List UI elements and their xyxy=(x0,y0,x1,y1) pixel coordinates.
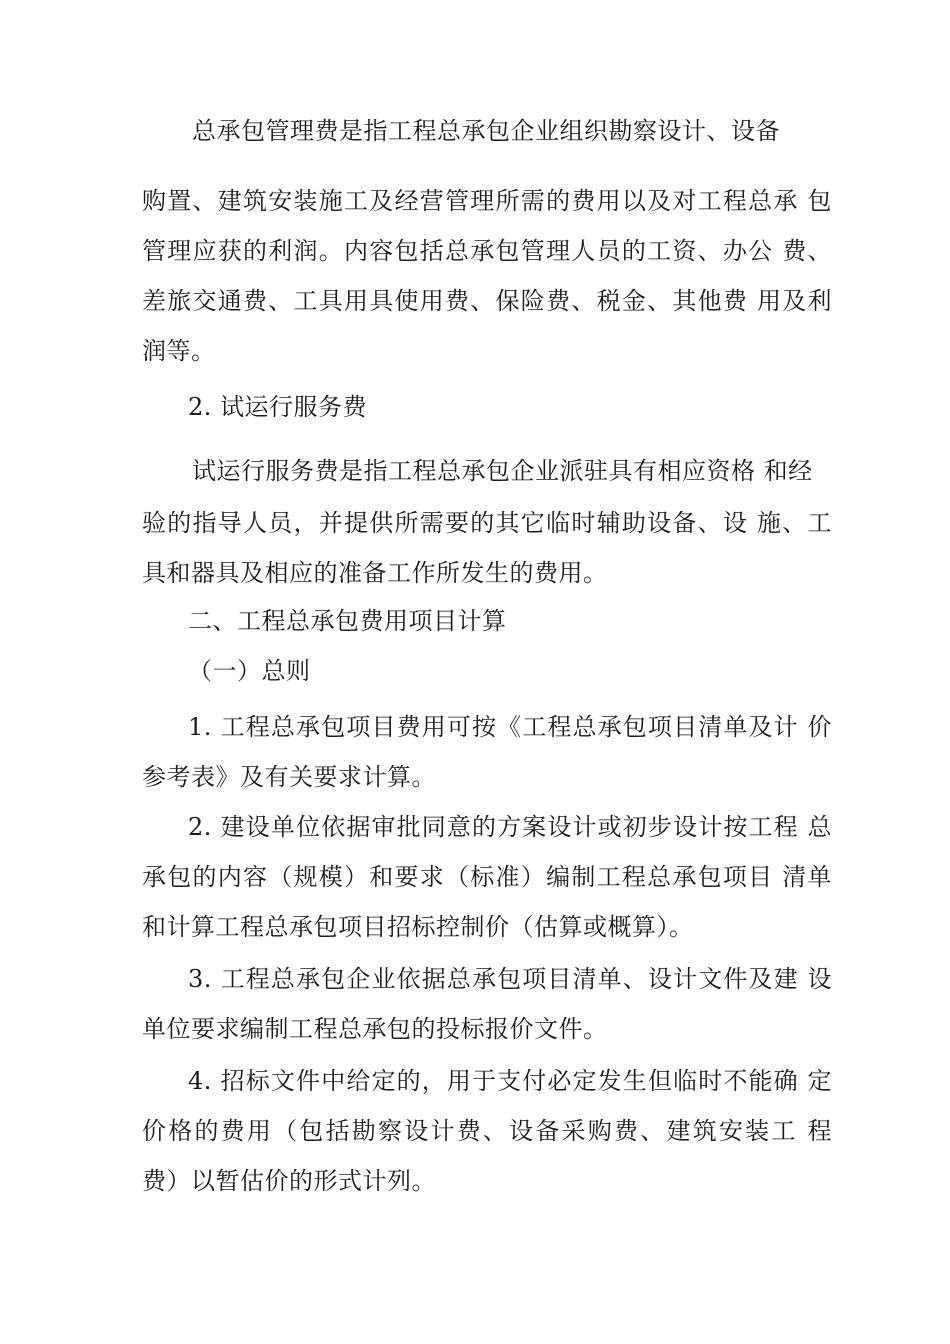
paragraph-line: 润等。 xyxy=(142,337,216,365)
paragraph-line: 购置、建筑安装施工及经营管理所需的费用以及对工程总承 包 xyxy=(142,187,832,215)
paragraph-line: 承包的内容（规模）和要求（标准）编制工程总承包项目 清单 xyxy=(142,863,832,891)
paragraph-line: 1. 工程总承包项目费用可按《工程总承包项目清单及计 价 xyxy=(188,713,832,741)
paragraph-line: 差旅交通费、工具用具使用费、保险费、税金、其他费 用及利 xyxy=(142,287,832,315)
paragraph-line: 费）以暂估价的形式计列。 xyxy=(142,1167,436,1195)
paragraph-line: 验的指导人员，并提供所需要的其它临时辅助设备、设 施、工 xyxy=(142,509,832,537)
paragraph-line: 总承包管理费是指工程总承包企业组织勘察设计、设备 xyxy=(192,117,780,145)
section-heading: 2. 试运行服务费 xyxy=(188,393,368,421)
paragraph-line: 价格的费用（包括勘察设计费、设备采购费、建筑安装工 程 xyxy=(142,1117,832,1145)
paragraph-line: 单位要求编制工程总承包的投标报价文件。 xyxy=(142,1015,608,1043)
paragraph-line: 试运行服务费是指工程总承包企业派驻具有相应资格 和经 xyxy=(192,457,813,485)
paragraph-line: 2. 建设单位依据审批同意的方案设计或初步设计按工程 总 xyxy=(188,813,832,841)
paragraph-line: 4. 招标文件中给定的，用于支付必定发生但临时不能确 定 xyxy=(188,1067,832,1095)
subsection-heading: （一）总则 xyxy=(188,657,311,685)
section-heading: 二、工程总承包费用项目计算 xyxy=(188,607,507,635)
paragraph-line: 和计算工程总承包项目招标控制价（估算或概算）。 xyxy=(142,913,694,941)
paragraph-line: 具和器具及相应的准备工作所发生的费用。 xyxy=(142,559,608,587)
paragraph-line: 3. 工程总承包企业依据总承包项目清单、设计文件及建 设 xyxy=(188,965,832,993)
paragraph-line: 参考表》及有关要求计算。 xyxy=(142,763,436,791)
paragraph-line: 管理应获的利润。内容包括总承包管理人员的工资、办公 费、 xyxy=(142,237,832,265)
